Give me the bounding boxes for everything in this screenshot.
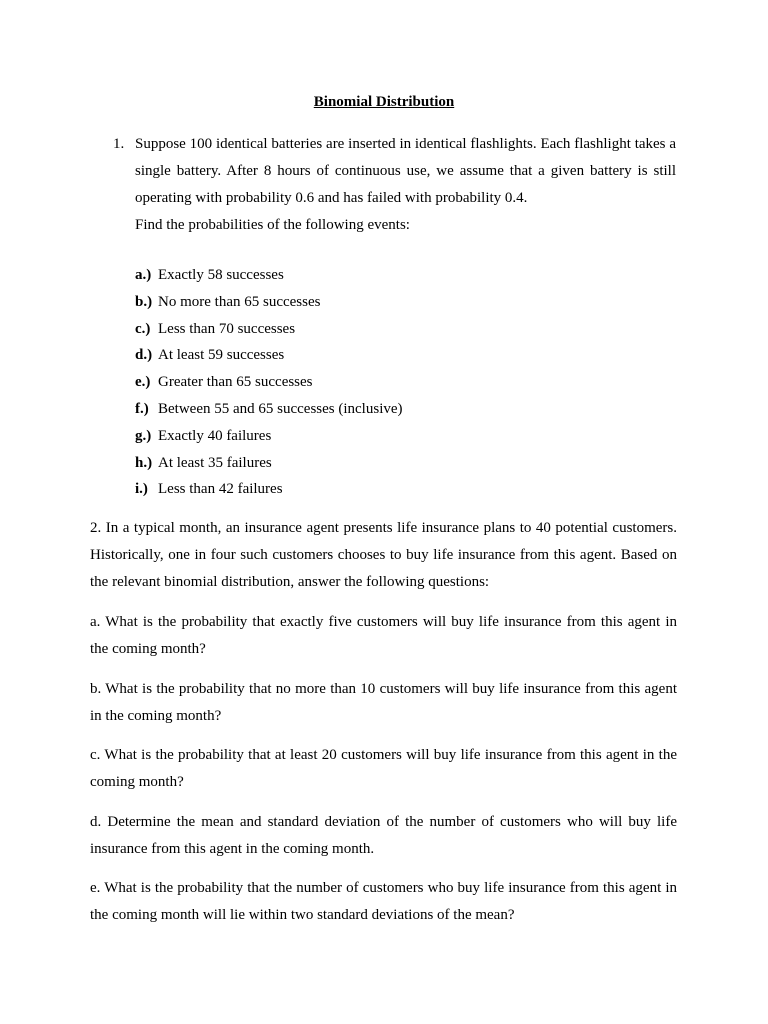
list-item-text: At least 59 successes: [158, 347, 285, 364]
list-item: [135, 262, 403, 289]
list-item-label: f.): [135, 400, 149, 417]
list-item-label: e.): [135, 374, 151, 391]
list-item: [135, 423, 403, 450]
list-item: [135, 396, 403, 423]
page-title: Binomial Distribution: [313, 94, 455, 110]
list-item-label: b.): [135, 293, 153, 310]
list-item-text: At least 35 failures: [158, 454, 272, 471]
question-2e: [90, 875, 677, 929]
list-item-label: i.): [135, 481, 148, 498]
question-2-intro-text: 2. In a typical month, an insurance agent presents life insurance plans to 40 potential customers. Historically, one in four such customers chooses to buy life insurance from this agent. Based on the relevant binomial distribution, answer the following questions:: [90, 520, 677, 590]
question-2a: [90, 609, 677, 663]
question-1-sublist: [135, 262, 403, 503]
question-2b: [90, 676, 677, 730]
list-item-label: a.): [135, 267, 152, 283]
list-item-text: Exactly 40 failures: [158, 427, 272, 444]
list-item-text: No more than 65 successes: [158, 293, 321, 310]
question-2a-text: a. What is the probability that exactly five customers will buy life insurance from this agent in the coming month?: [90, 614, 677, 657]
list-item: [135, 476, 403, 503]
question-2d-text: d. Determine the mean and standard deviation of the number of customers who will buy life insurance from this agent in the coming month.: [90, 814, 677, 857]
list-item-label: g.): [135, 427, 152, 444]
list-item-label: c.): [135, 320, 151, 337]
list-item-text: Exactly 58 successes: [158, 267, 284, 283]
question-1-number: 1.: [113, 136, 125, 152]
list-item-text: Greater than 65 successes: [158, 374, 313, 391]
question-2d: [90, 809, 677, 863]
list-item: [135, 342, 403, 369]
question-1-body: [135, 131, 676, 239]
question-2c-text: c. What is the probability that at least 20 customers will buy life insurance from this agent in the coming month?: [90, 747, 677, 790]
list-item: [135, 450, 403, 477]
list-item: [135, 289, 403, 316]
list-item-label: d.): [135, 347, 153, 364]
question-1-prompt: Find the probabilities of the following events:: [135, 217, 410, 233]
question-2c: [90, 742, 677, 796]
question-2-intro: [90, 515, 677, 596]
list-item: [135, 316, 403, 343]
question-1-text: Suppose 100 identical batteries are inserted in identical flashlights. Each flashlight takes a single battery. After 8 hours of continuous use, we assume that a given battery is still operating with probability 0.6 and has failed with probability 0.4.: [135, 136, 676, 206]
list-item-text: Between 55 and 65 successes (inclusive): [158, 400, 403, 417]
question-2e-text: e. What is the probability that the number of customers who buy life insurance from this agent in the coming month will lie within two standard deviations of the mean?: [90, 880, 677, 923]
question-2b-text: b. What is the probability that no more than 10 customers will buy life insurance from this agent in the coming month?: [90, 681, 677, 724]
list-item-label: h.): [135, 454, 153, 471]
list-item: [135, 369, 403, 396]
list-item-text: Less than 70 successes: [158, 320, 296, 337]
list-item-text: Less than 42 failures: [158, 481, 283, 498]
